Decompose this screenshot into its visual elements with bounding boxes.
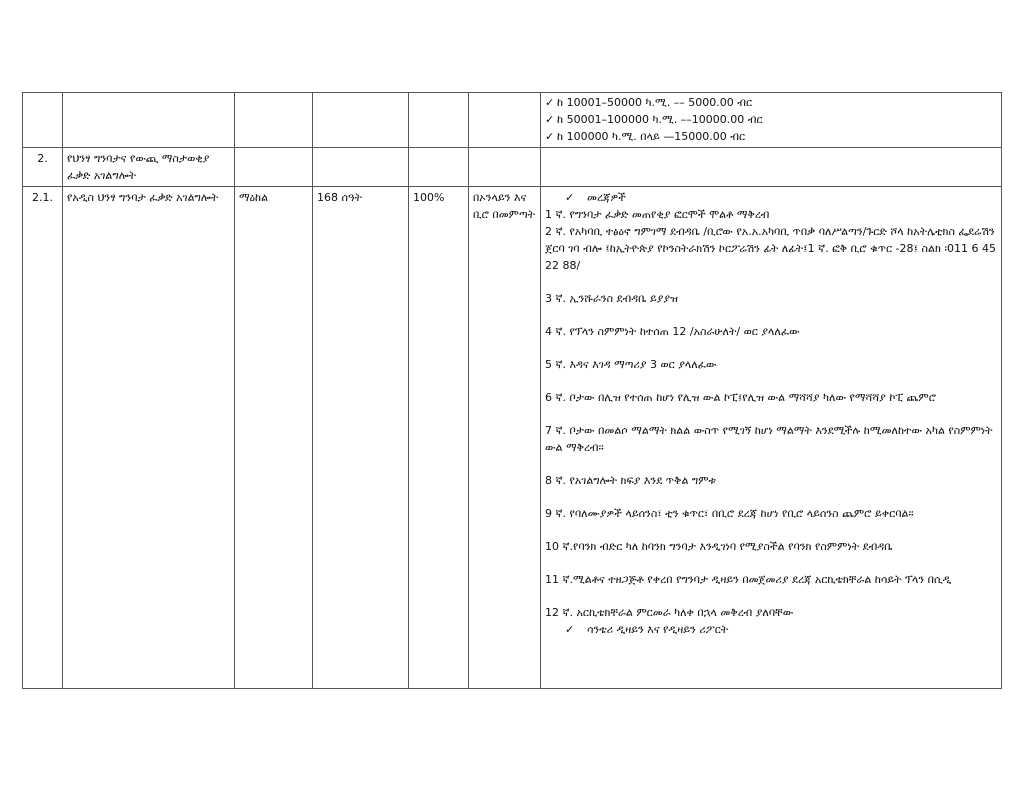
requirement-item: 12 ኛ. አርኪቴክቸራል ምርመራ ካለቀ በኋላ መቅረብ ያለባቸው xyxy=(545,606,794,619)
requirement-item: 11 ኛ.ሚልቶና ተዘጋጅቶ የቀረበ የግንባታ ዲዛይን በመጀመሪያ ደረጃ አርኪቴክቸራል ከሳይት ፕላን በሲዲ xyxy=(545,573,952,586)
requirement-item: 3 ኛ. ኢንሹራንስ ደብዳቤ ይያያዝ xyxy=(545,292,678,305)
requirement-item: 6 ኛ. ቦታው በሊዝ የተሰጠ ከሆነ የሊዝ ውል ኮፒ፤የሊዝ ውል ማሻሻያ ካለው የማሻሻያ ኮፒ ጨምሮ xyxy=(545,391,936,404)
requirement-item: 5 ኛ. እዳና እገዳ ማጣሪያ 3 ወር ያላለፈው xyxy=(545,358,717,371)
requirement-item: 10 ኛ.የባንክ ብድር ካለ ከባንክ ግንባታ እንዲገነባ የሚያስችል የባንክ የስምምነት ደብዳቤ xyxy=(545,540,893,553)
check-icon: ✓ xyxy=(545,113,555,126)
requirement-item: 2 ኛ. የአካባቢ ተፅዕኖ ግምገማ ደብዳቤ /ቢሮው የአ.አ.አካባቢ ጥበቃ ባለሥልጣን/ጉርድ ሾላ ከአትሌቲክስ ፌደሬሽን ጀርባ ገባ ብሎ ፤ከኢትዮጵያ የኮንስትራክሽን ኮርፖሬሽን ፊት ለፊት፤1 ኛ. ፎቅ ቢሮ ቁጥር -28፤ ስልክ ፡011 6 45 22 88/ xyxy=(545,225,996,272)
requirement-item: 7 ኛ. ቦታው በመልሶ ማልማት ክልል ውስጥ የሚገኝ ከሆነ ማልማት እንደሚችሉ ከሚመለከተው አካል የስምምነት ውል ማቅረብ፡፡ xyxy=(545,424,993,454)
check-icon: ✓ xyxy=(565,623,575,636)
service-title: የአዲስ ህንፃ ግንባታ ፈቃድ አገልግሎት xyxy=(63,187,235,689)
requirement-item: 1 ኛ. የግንባታ ፈቃድ መጠየቂያ ፎርሞች ሞልቶ ማቅረብ xyxy=(545,208,770,221)
list-item: ✓ ከ 10001–50000 ካ.ሚ. –– 5000.00 ብር xyxy=(545,96,753,109)
requirement-item: 4 ኛ. የፕላን ስምምነት ከተሰጠ 12 /አስራሁለት/ ወር ያላለፈው xyxy=(545,325,800,338)
list-item: ✓ ሳንቴሪ ዲዛይን እና የዲዛይን ሪፖርት xyxy=(565,623,729,636)
list-item: ✓ መረጃዎች xyxy=(565,191,626,204)
requirements-list xyxy=(541,187,1002,689)
services-table xyxy=(22,92,1002,689)
table-row xyxy=(23,187,1002,689)
service-percent: 100% xyxy=(409,187,469,689)
check-icon: ✓ xyxy=(565,191,575,204)
service-time: 168 ሰዓት xyxy=(313,187,409,689)
list-item: ✓ ከ 100000 ካ.ሚ. በላይ —15000.00 ብር xyxy=(545,130,746,143)
service-title: የህንፃ ግንባታና የውጪ ማስታወቂያ ፈቃድ አገልግሎት xyxy=(63,148,235,187)
service-unit: ማዕከል xyxy=(235,187,313,689)
table-row xyxy=(23,148,1002,187)
check-icon: ✓ xyxy=(545,130,555,143)
fee-list xyxy=(541,93,1002,148)
list-item: ✓ ከ 50001–100000 ካ.ሚ. ––10000.00 ብር xyxy=(545,113,763,126)
requirement-item: 8 ኛ. የአገልግሎት ክፍያ እንደ ጥቅል ግምቱ xyxy=(545,474,716,487)
row-number: 2. xyxy=(23,148,63,187)
requirement-item: 9 ኛ. የባለሙያዎች ላይሰንስ፣ ቲን ቁጥር፣ በቢሮ ደረጃ ከሆነ የቢሮ ላይሰንስ ጨምሮ ይቀርባል፡፡ xyxy=(545,507,914,520)
check-icon: ✓ xyxy=(545,96,555,109)
row-number: 2.1. xyxy=(23,187,63,689)
service-mode: በኦንላይን እና ቢሮ በመምጣት xyxy=(469,187,541,689)
table-row xyxy=(23,93,1002,148)
